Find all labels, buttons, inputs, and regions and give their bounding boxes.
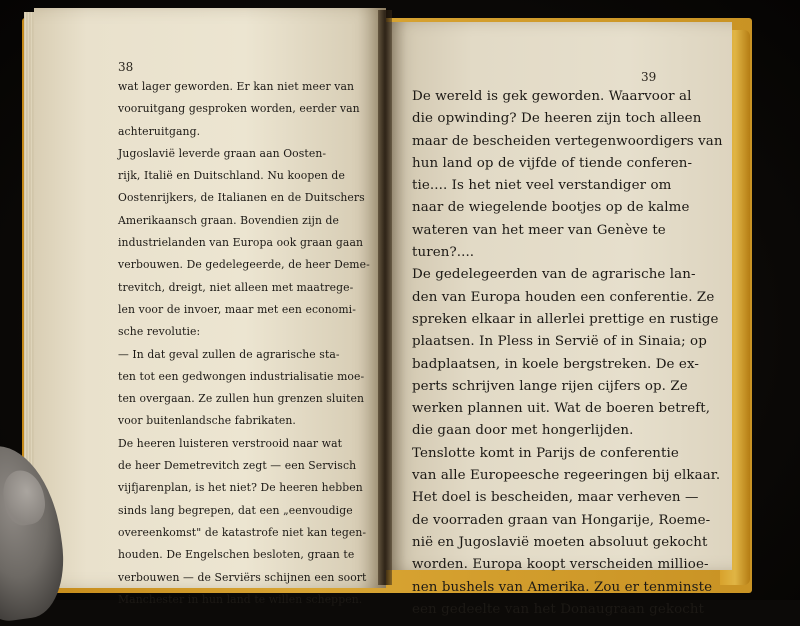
text-line: wateren van het meer van Genève te [412, 222, 666, 238]
text-line: van alle Europeesche regeeringen bij elkaar. [412, 468, 721, 484]
right-page-text [412, 86, 723, 621]
text-line: Oostenrijkers, de Italianen en de Duitschers [118, 191, 365, 205]
text-line: achteruitgang. [118, 124, 201, 138]
text-line: plaatsen. In Pless in Servië of in Sinaia; op [412, 334, 707, 350]
text-line: badplaatsen, in koele bergstreken. De ex- [412, 356, 699, 372]
text-line: De gedelegeerden van de agrarische lan- [412, 267, 696, 283]
left-page-text [118, 76, 370, 611]
text-line: ten overgaan. Ze zullen hun grenzen sluiten [118, 392, 365, 406]
text-line: naar de wiegelende bootjes op de kalme [412, 200, 690, 216]
text-line: ten tot een gedwongen industrialisatie moe- [118, 369, 365, 383]
text-line: de heer Demetrevitch zegt — een Servisch [118, 459, 357, 473]
right-page-number: 39 [641, 70, 657, 84]
text-line: len voor de invoer, maar met een economi- [118, 302, 356, 316]
text-line: de voorraden graan van Hongarije, Roeme- [412, 512, 711, 528]
text-line: overeenkomst" de katastrofe niet kan tegen- [118, 525, 367, 539]
text-line: spreken elkaar in allerlei prettige en rustige [412, 311, 719, 327]
text-line: sche revolutie: [118, 325, 201, 339]
text-line: sinds lang begrepen, dat een „eenvoudige [118, 503, 353, 517]
text-line: — In dat geval zullen de agrarische sta- [118, 347, 340, 361]
text-line: hun land op de vijfde of tiende conferen- [412, 155, 693, 171]
text-line: voor buitenlandsche fabrikaten. [118, 414, 296, 428]
text-line: verbouwen. De gedelegeerde, de heer Deme- [118, 258, 370, 272]
text-line: Het doel is bescheiden, maar verheven — [412, 490, 699, 506]
text-line: die opwinding? De heeren zijn toch alleen [412, 111, 702, 127]
text-line: De heeren luisteren verstrooid naar wat [118, 436, 343, 450]
text-line: worden. Europa koopt verscheiden millioe- [412, 557, 709, 573]
text-line: Tenslotte komt in Parijs de conferentie [412, 445, 679, 461]
text-line: nië en Jugoslavië moeten absoluut gekocht [412, 534, 708, 550]
text-line: een gedeelte van het Donaugraan gekocht [412, 601, 705, 617]
text-line: perts schrijven lange rijen cijfers op. Ze [412, 378, 688, 394]
text-line: vooruitgang gesproken worden, eerder van [118, 102, 360, 116]
text-line: houden. De Engelschen besloten, graan te [118, 548, 355, 562]
text-line: vijfjarenplan, is het niet? De heeren hebben [118, 481, 363, 495]
text-line: werken plannen uit. Wat de boeren betreft, [412, 401, 711, 417]
text-line: De wereld is gek geworden. Waarvoor al [412, 89, 692, 104]
text-line: Manchester in hun land te willen scheppen. [118, 592, 363, 606]
text-line: turen?.... [412, 245, 475, 261]
book-gutter [378, 10, 392, 585]
text-line: Amerikaansch graan. Bovendien zijn de [118, 213, 340, 227]
text-line: rijk, Italië en Duitschland. Nu koopen de [118, 169, 345, 183]
text-line: den van Europa houden een conferentie. Ze [412, 289, 715, 305]
left-page-number: 38 [118, 60, 134, 74]
text-line: industrielanden van Europa ook graan gaan [118, 236, 364, 250]
text-line: tie.... Is het niet veel verstandiger om [412, 178, 672, 194]
text-line: Jugoslavië leverde graan aan Oosten- [118, 146, 327, 160]
text-line: verbouwen — de Serviërs schijnen een soort [118, 570, 367, 584]
text-line: nen bushels van Amerika. Zou er tenminste [412, 579, 713, 595]
text-line: wat lager geworden. Er kan niet meer van [118, 80, 355, 93]
text-line: maar de bescheiden vertegenwoordigers van [412, 133, 723, 149]
text-line: die gaan door met hongerlijden. [412, 423, 634, 439]
text-line: trevitch, dreigt, niet alleen met maatrege- [118, 280, 354, 294]
